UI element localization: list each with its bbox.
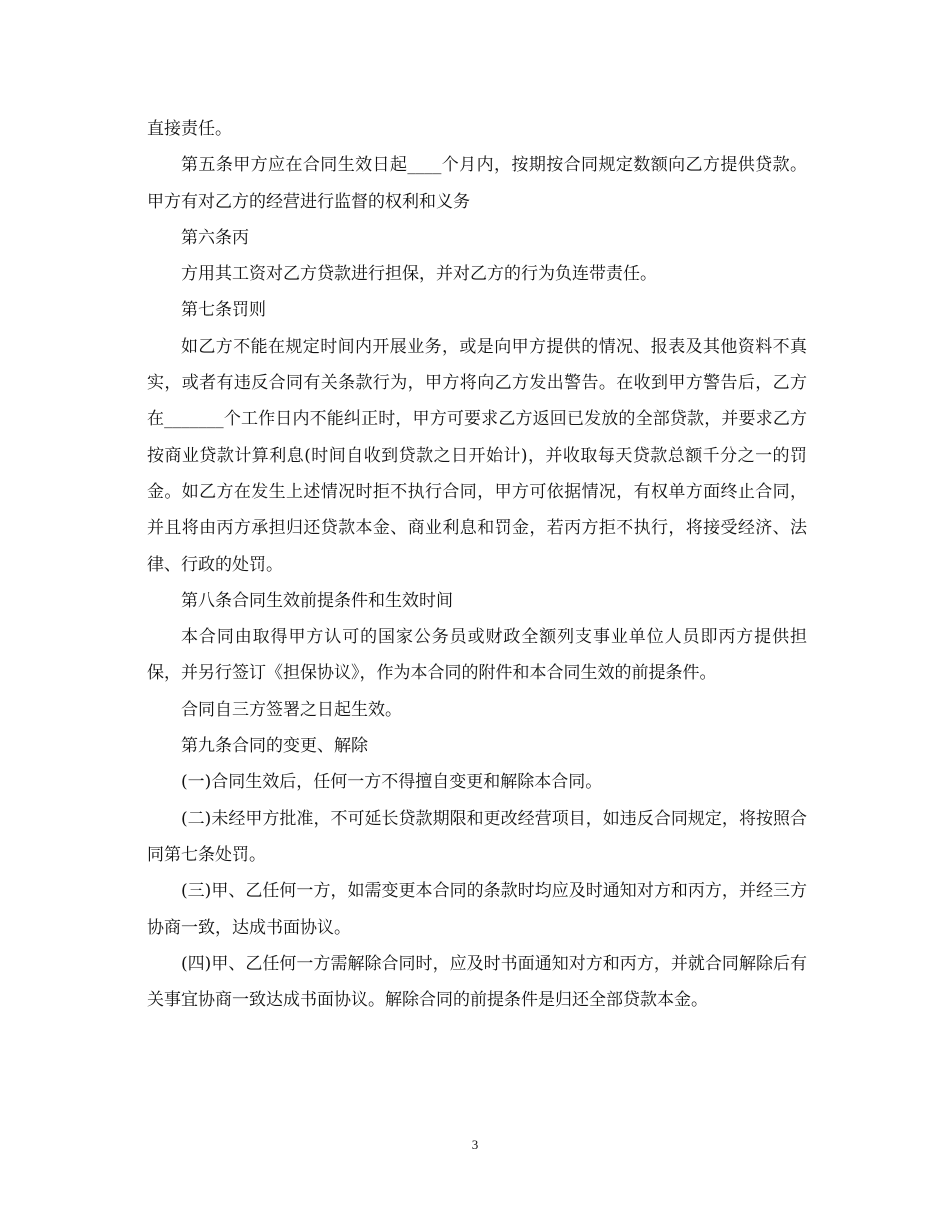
page-number: 3 (471, 1137, 479, 1152)
paragraph-direct-responsibility: 直接责任。 (147, 119, 232, 139)
paragraph-article-9-item-2: (二)未经甲方批准，不可延长贷款期限和更改经营项目，如违反合同规定，将按照合同第七条处罚。 (147, 808, 807, 865)
paragraph-article-8-heading: 第八条合同生效前提条件和生效时间 (181, 590, 453, 611)
paragraph-article-7-heading: 第七条罚则 (181, 300, 266, 321)
paragraph-article-8-body: 本合同由取得甲方认可的国家公务员或财政全额列支事业单位人员即丙方提供担保，并另行签订《担保协议》，作为本合同的附件和本合同生效的前提条件。 (147, 627, 807, 684)
paragraph-article-9-heading: 第九条合同的变更、解除 (181, 736, 368, 757)
paragraph-article-9-item-1: (一)合同生效后，任何一方不得擅自变更和解除本合同。 (181, 772, 603, 793)
paragraph-article-9-item-4: (四)甲、乙任何一方需解除合同时，应及时书面通知对方和丙方，并就合同解除后有关事宜协商一致达成书面协议。解除合同的前提条件是归还全部贷款本金。 (147, 953, 807, 1011)
paragraph-effective-date: 合同自三方签署之日起生效。 (181, 699, 402, 720)
document-body (147, 111, 807, 1018)
paragraph-article-7-body: 如乙方不能在规定时间内开展业务，或是向甲方提供的情况、报表及其他资料不真实，或者有违反合同有关条款行为，甲方将向乙方发出警告。在收到甲方警告后，乙方在_______个工作日内不能纠正时，甲方可要求乙方返回已发放的全部贷款，并要求乙方按商业贷款计算利息(时间自收到贷款之日开始计)，并收取每天贷款总额千分之一的罚金。如乙方在发生上述情况时拒不执行合同，甲方可依据情况，有权单方面终止合同，并且将由丙方承担归还贷款本金、商业利息和罚金，若丙方拒不执行，将接受经济、法律、行政的处罚。 (147, 336, 807, 575)
paragraph-article-5: 第五条甲方应在合同生效日起____个月内，按期按合同规定数额向乙方提供贷款。甲方有对乙方的经营进行监督的权利和义务 (147, 155, 807, 212)
paragraph-article-9-item-3: (三)甲、乙任何一方，如需变更本合同的条款时均应及时通知对方和丙方，并经三方协商一致，达成书面协议。 (147, 881, 807, 938)
paragraph-article-6-body: 方用其工资对乙方贷款进行担保，并对乙方的行为负连带责任。 (181, 264, 657, 285)
paragraph-article-6-heading: 第六条丙 (181, 227, 249, 248)
